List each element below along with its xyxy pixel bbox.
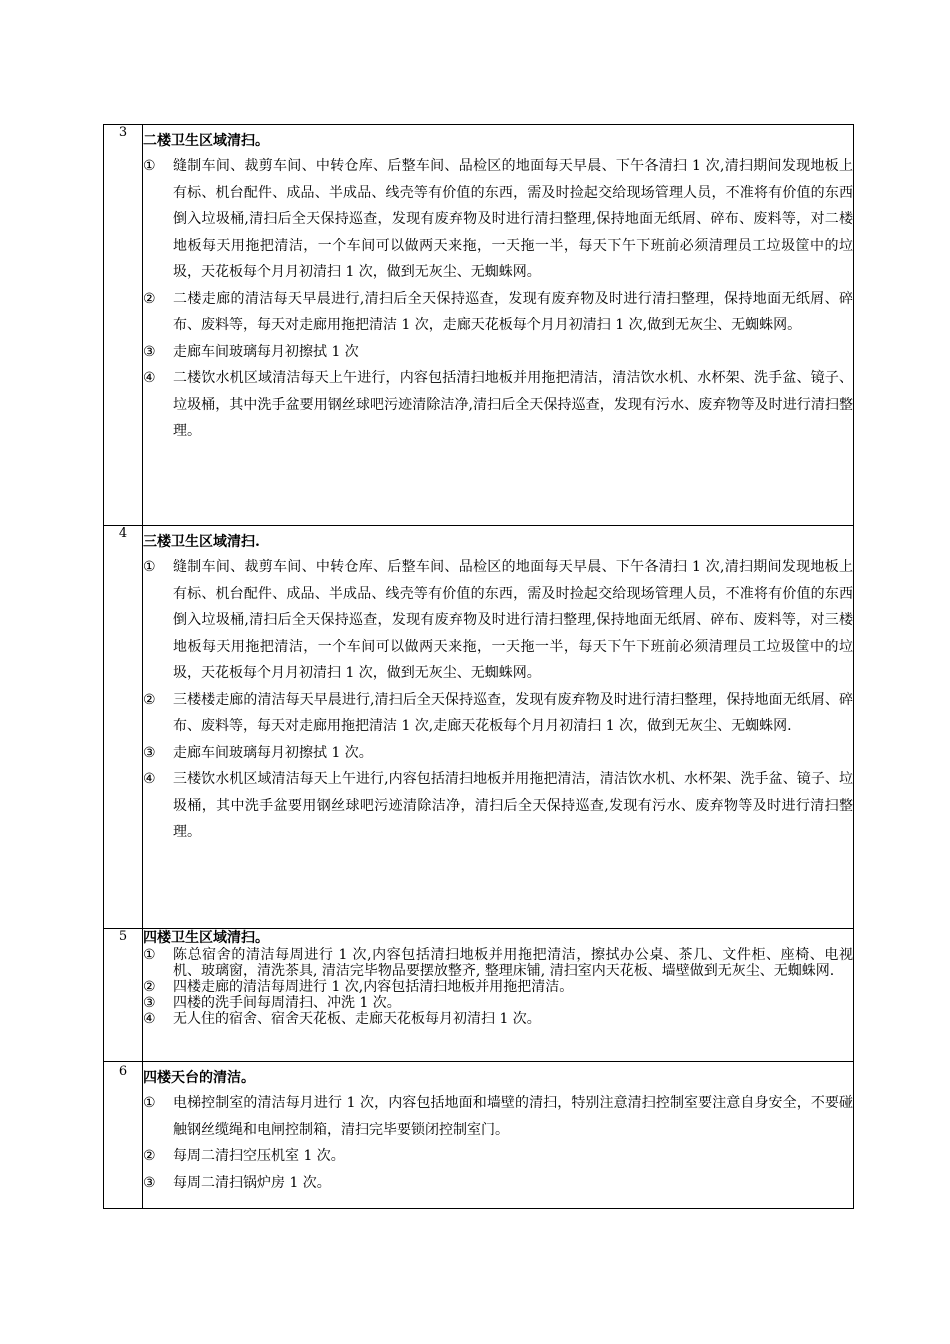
table-row: [104, 1062, 854, 1209]
item-marker: ④: [143, 771, 156, 787]
row-number: 3: [104, 125, 143, 526]
list-item: [143, 979, 853, 995]
item-marker: ③: [143, 995, 156, 1011]
item-marker: ②: [143, 1148, 156, 1164]
list-item: [143, 365, 853, 445]
list-item: [143, 1090, 853, 1143]
cleaning-schedule-table: [103, 124, 854, 1209]
item-text: 电梯控制室的清洁每月进行 1 次，内容包括地面和墙壁的清扫，特别注意清扫控制室要注意自身安全，不要碰触钢丝缆绳和电闸控制箱，清扫完毕要锁闭控制室门。: [173, 1095, 853, 1138]
item-marker: ①: [143, 1095, 156, 1111]
list-item: [143, 687, 853, 740]
item-text: 四楼走廊的清洁每周进行 1 次,内容包括清扫地板并用拖把清洁。: [173, 979, 574, 995]
list-item: [143, 339, 853, 366]
item-marker: ②: [143, 979, 156, 995]
row-number: 5: [104, 929, 143, 1062]
list-item: [143, 554, 853, 687]
list-item: [143, 286, 853, 339]
row-content: [143, 1062, 854, 1209]
row-number: 4: [104, 526, 143, 929]
list-item: [143, 1143, 853, 1170]
list-item: [143, 740, 853, 767]
item-marker: ②: [143, 691, 156, 708]
row-content: [143, 526, 854, 929]
section-title: 三楼卫生区域清扫.: [143, 534, 260, 550]
list-item: [143, 1170, 853, 1197]
item-text: 每周二清扫空压机室 1 次。: [173, 1148, 345, 1164]
section-title: 四楼天台的清洁。: [143, 1070, 255, 1086]
item-text: 三楼饮水机区域清洁每天上午进行,内容包括清扫地板并用拖把清洁，清洁饮水机、水杯架、洗手盆、镜子、垃圾桶，其中洗手盆要用钢丝球吧污迹清除洁净，清扫后全天保持巡查,发现有污水、废弃物等及时进行清扫整理。: [173, 771, 853, 840]
list-item: [143, 153, 853, 286]
item-marker: ①: [143, 559, 156, 575]
item-text: 二楼走廊的清洁每天早晨进行,清扫后全天保持巡查，发现有废弃物及时进行清扫整理，保持地面无纸屑、碎布、废料等，每天对走廊用拖把清洁 1 次，走廊天花板每个月月初清扫 1 次,做到无灰尘、无蜘蛛网。: [173, 290, 853, 333]
item-marker: ④: [143, 1011, 156, 1027]
item-text: 缝制车间、裁剪车间、中转仓库、后整车间、品检区的地面每天早晨、下午各清扫 1 次,清扫期间发现地板上有标、机台配件、成品、半成品、线壳等有价值的东西，需及时捡起交给现场管理人员，不准将有价值的东西倒入垃圾桶,清扫后全天保持巡查，发现有废弃物及时进行清扫整理,保持地面无纸屑、碎布、废料等，对二楼地板每天用拖把清洁，一个车间可以做两天来拖，一天拖一半，每天下午下班前必须清理员工垃圾筐中的垃圾，天花板每个月月初清扫 1 次，做到无灰尘、无蜘蛛网。: [173, 158, 853, 280]
item-text: 三楼楼走廊的清洁每天早晨进行,清扫后全天保持巡查，发现有废弃物及时进行清扫整理，保持地面无纸屑、碎布、废料等，每天对走廊用拖把清洁 1 次,走廊天花板每个月月初清扫 1 次，做到无灰尘、无蜘蛛网.: [173, 691, 853, 734]
item-text: 二楼饮水机区域清洁每天上午进行，内容包括清扫地板并用拖把清洁，清洁饮水机、水杯架、洗手盆、镜子、垃圾桶，其中洗手盆要用钢丝球吧污迹清除洁净,清扫后全天保持巡查，发现有污水、废弃物等及时进行清扫整理。: [173, 370, 853, 439]
item-text: 走廊车间玻璃每月初擦拭 1 次: [173, 343, 359, 360]
row-content: [143, 125, 854, 526]
section-title: 二楼卫生区域清扫。: [143, 133, 269, 149]
item-marker: ②: [143, 290, 156, 307]
table-row: [104, 125, 854, 526]
table-row: [104, 526, 854, 929]
item-marker: ④: [143, 370, 156, 386]
item-text: 陈总宿舍的清洁每周进行 1 次,内容包括清扫地板并用拖把清洁，擦拭办公桌、茶几、文件柜、座椅、电视机、玻璃窗，清洗茶具, 清洁完毕物品要摆放整齐, 整理床铺, 清扫室内天花板、墙壁做到无灰尘、无蜘蛛网.: [173, 947, 853, 979]
item-marker: ①: [143, 158, 156, 174]
section-title: 四楼卫生区域清扫。: [143, 930, 269, 946]
list-item: [143, 1011, 853, 1027]
item-text: 每周二清扫锅炉房 1 次。: [173, 1174, 331, 1191]
list-item: [143, 947, 853, 979]
item-marker: ③: [143, 1174, 156, 1191]
item-text: 走廊车间玻璃每月初擦拭 1 次。: [173, 744, 373, 761]
item-marker: ③: [143, 343, 156, 360]
list-item: [143, 995, 853, 1011]
row-number: 6: [104, 1062, 143, 1209]
row-content: [143, 929, 854, 1062]
list-item: [143, 766, 853, 846]
item-marker: ①: [143, 947, 156, 963]
table-row: [104, 929, 854, 1062]
item-text: 四楼的洗手间每周清扫、冲洗 1 次。: [173, 995, 401, 1011]
item-marker: ③: [143, 744, 156, 761]
item-text: 无人住的宿舍、宿舍天花板、走廊天花板每月初清扫 1 次。: [173, 1011, 541, 1027]
item-text: 缝制车间、裁剪车间、中转仓库、后整车间、品检区的地面每天早晨、下午各清扫 1 次,清扫期间发现地板上有标、机台配件、成品、半成品、线壳等有价值的东西，需及时捡起交给现场管理人员，不准将有价值的东西倒入垃圾桶,清扫后全天保持巡查，发现有废弃物及时进行清扫整理,保持地面无纸屑、碎布、废料等，对三楼地板每天用拖把清洁，一个车间可以做两天来拖，一天拖一半，每天下午下班前必须清理员工垃圾筐中的垃圾，天花板每个月月初清扫 1 次，做到无灰尘、无蜘蛛网。: [173, 559, 853, 681]
